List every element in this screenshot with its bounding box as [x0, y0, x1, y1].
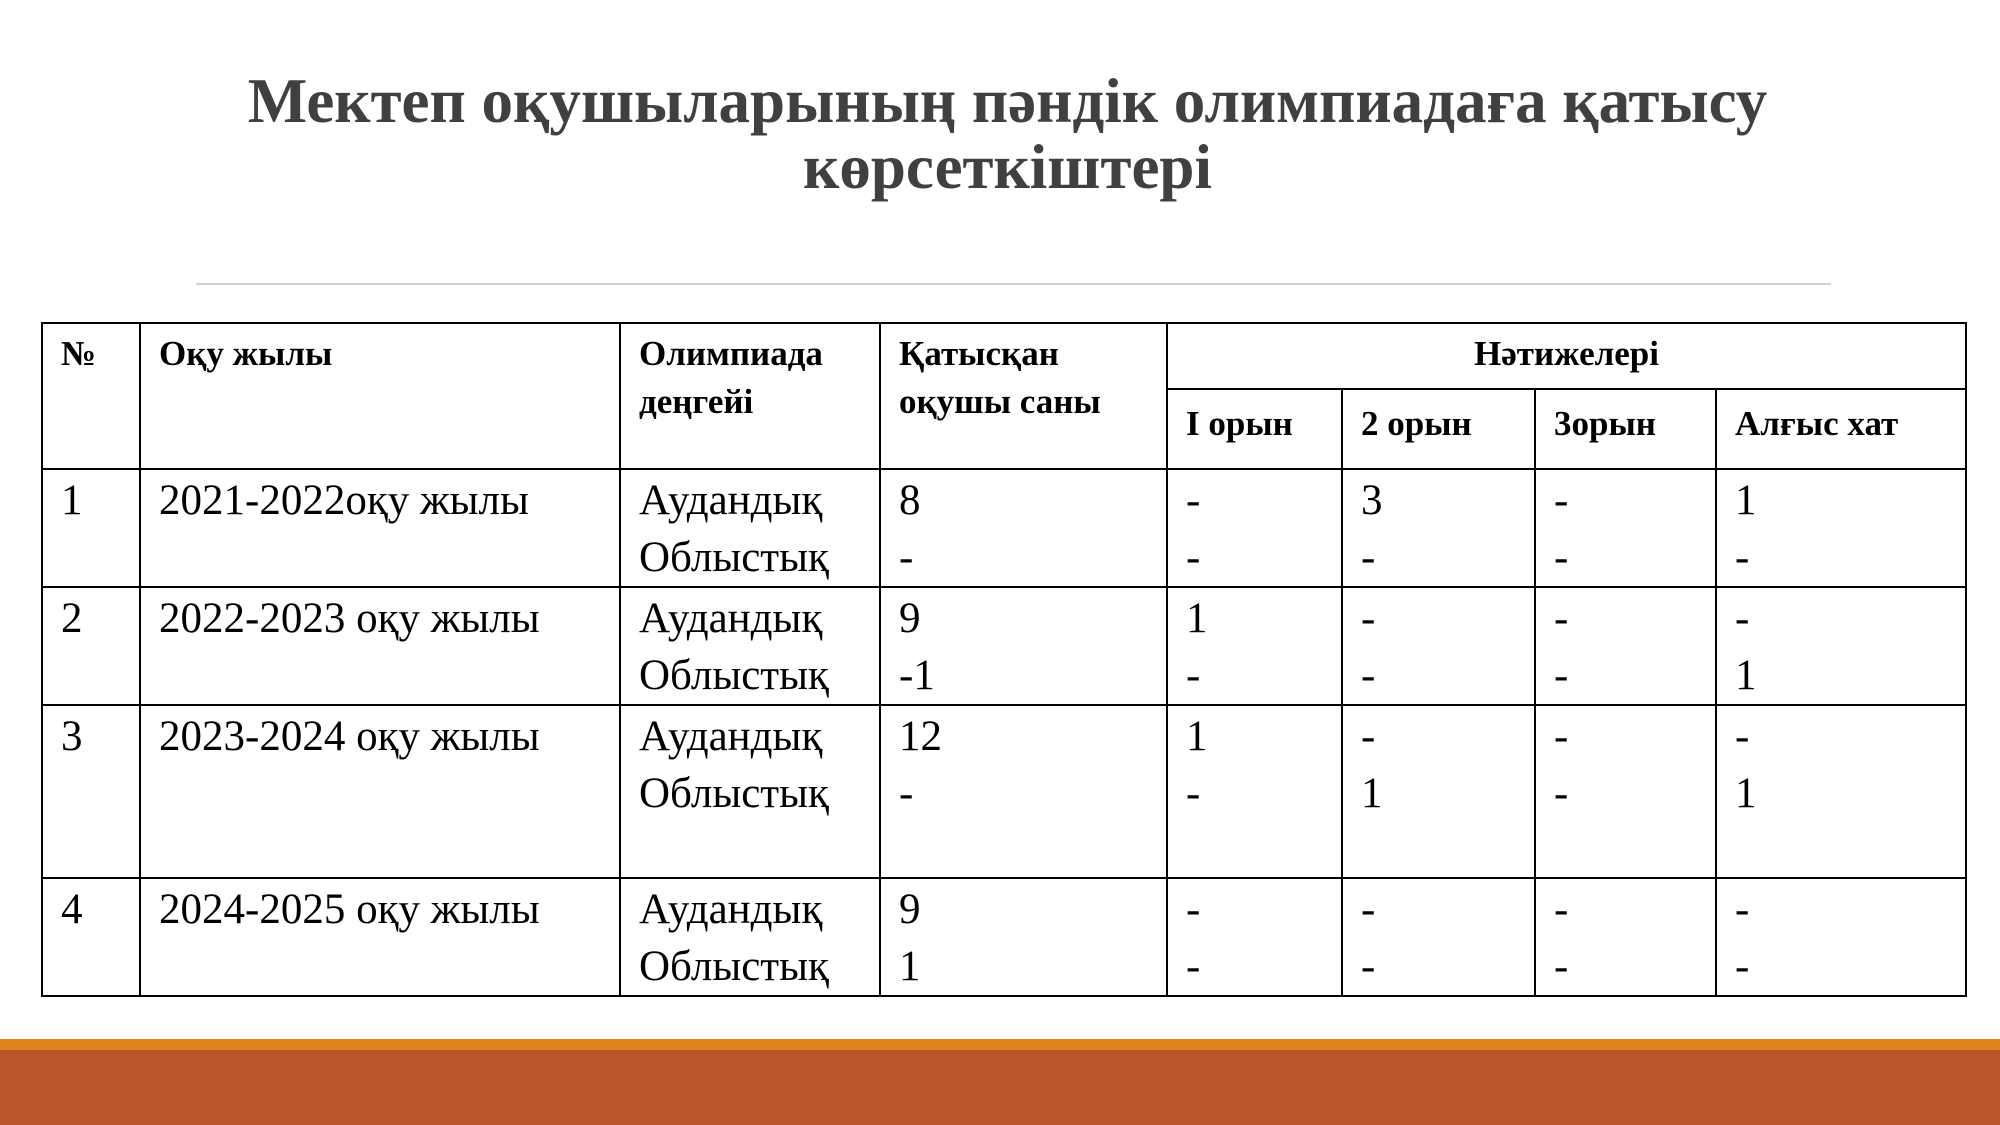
slide-title-line-1: Мектеп оқушыларының пәндік олимпиадаға қатысу — [247, 66, 1768, 136]
table-row — [42, 705, 1966, 878]
place-1-district: 1 — [1186, 713, 1208, 760]
cell-thanks — [1716, 705, 1966, 878]
header-place-3: 3орын — [1535, 389, 1716, 469]
level-district: Аудандық — [639, 886, 823, 933]
level-regional: Облыстық — [639, 652, 829, 699]
cell-participants — [880, 878, 1167, 996]
table-row — [42, 469, 1966, 587]
thanks-district: - — [1735, 886, 1750, 933]
cell-level — [620, 587, 880, 705]
cell-level — [620, 705, 880, 878]
place-1-regional: - — [1186, 534, 1201, 581]
cell-thanks — [1716, 587, 1966, 705]
place-2-district: - — [1361, 595, 1376, 642]
place-1-district: 1 — [1186, 595, 1208, 642]
participants-district: 12 — [899, 713, 942, 760]
place-1-district: - — [1186, 886, 1201, 933]
cell-place-1 — [1167, 469, 1342, 587]
cell-place-2 — [1342, 469, 1535, 587]
place-2-regional: - — [1361, 943, 1376, 990]
participants-regional: -1 — [899, 652, 935, 699]
cell-year: 2024-2025 оқу жылы — [140, 878, 620, 996]
cell-participants — [880, 587, 1167, 705]
place-2-district: - — [1361, 713, 1376, 760]
place-2-regional: 1 — [1361, 770, 1383, 817]
thanks-regional: - — [1735, 534, 1750, 581]
table-row — [42, 878, 1966, 996]
thanks-regional: 1 — [1735, 652, 1757, 699]
cell-number: 2 — [42, 587, 140, 705]
cell-number: 3 — [42, 705, 140, 878]
header-thanks: Алғыс хат — [1716, 389, 1966, 469]
place-3-regional: - — [1554, 652, 1569, 699]
participants-regional: - — [899, 770, 914, 817]
header-place-1: І орын — [1167, 389, 1342, 469]
level-district: Аудандық — [639, 477, 823, 524]
place-3-regional: - — [1554, 770, 1569, 817]
cell-participants — [880, 705, 1167, 878]
table-header-row — [42, 323, 1966, 389]
cell-place-2 — [1342, 878, 1535, 996]
place-3-district: - — [1554, 886, 1569, 933]
header-place-2: 2 орын — [1342, 389, 1535, 469]
level-regional: Облыстық — [639, 770, 829, 817]
title-divider — [196, 283, 1831, 285]
thanks-district: - — [1735, 713, 1750, 760]
place-1-district: - — [1186, 477, 1201, 524]
cell-level — [620, 469, 880, 587]
cell-number: 4 — [42, 878, 140, 996]
place-2-regional: - — [1361, 652, 1376, 699]
cell-thanks — [1716, 469, 1966, 587]
place-1-regional: - — [1186, 652, 1201, 699]
place-2-regional: - — [1361, 534, 1376, 581]
cell-place-3 — [1535, 587, 1716, 705]
header-number: № — [42, 323, 140, 469]
place-3-district: - — [1554, 713, 1569, 760]
slide-title — [150, 68, 1865, 200]
header-year: Оқу жылы — [140, 323, 620, 469]
slide-title-line-2: көрсеткіштері — [803, 132, 1212, 202]
place-3-regional: - — [1554, 943, 1569, 990]
footer-band — [0, 1039, 2000, 1125]
header-results: Нәтижелері — [1167, 323, 1966, 389]
place-3-district: - — [1554, 595, 1569, 642]
cell-place-1 — [1167, 705, 1342, 878]
header-participants: Қатысқан оқушы саны — [880, 323, 1167, 469]
thanks-district: 1 — [1735, 477, 1757, 524]
level-regional: Облыстық — [639, 943, 829, 990]
place-2-district: - — [1361, 886, 1376, 933]
cell-place-2 — [1342, 705, 1535, 878]
thanks-district: - — [1735, 595, 1750, 642]
cell-year: 2021-2022оқу жылы — [140, 469, 620, 587]
participants-regional: 1 — [899, 943, 921, 990]
place-3-regional: - — [1554, 534, 1569, 581]
place-1-regional: - — [1186, 943, 1201, 990]
thanks-regional: - — [1735, 943, 1750, 990]
participants-regional: - — [899, 534, 914, 581]
cell-year: 2022-2023 оқу жылы — [140, 587, 620, 705]
cell-place-3 — [1535, 878, 1716, 996]
cell-thanks — [1716, 878, 1966, 996]
cell-place-1 — [1167, 878, 1342, 996]
place-1-regional: - — [1186, 770, 1201, 817]
table-row — [42, 587, 1966, 705]
level-district: Аудандық — [639, 595, 823, 642]
olympiad-results-table — [41, 322, 1967, 997]
footer-accent-stripe — [0, 1039, 2000, 1050]
cell-place-3 — [1535, 469, 1716, 587]
participants-district: 9 — [899, 886, 921, 933]
cell-level — [620, 878, 880, 996]
level-regional: Облыстық — [639, 534, 829, 581]
thanks-regional: 1 — [1735, 770, 1757, 817]
header-level: Олимпиада деңгейі — [620, 323, 880, 469]
cell-place-1 — [1167, 587, 1342, 705]
cell-participants — [880, 469, 1167, 587]
cell-year: 2023-2024 оқу жылы — [140, 705, 620, 878]
place-3-district: - — [1554, 477, 1569, 524]
participants-district: 8 — [899, 477, 921, 524]
place-2-district: 3 — [1361, 477, 1383, 524]
cell-place-3 — [1535, 705, 1716, 878]
level-district: Аудандық — [639, 713, 823, 760]
cell-place-2 — [1342, 587, 1535, 705]
participants-district: 9 — [899, 595, 921, 642]
cell-number: 1 — [42, 469, 140, 587]
